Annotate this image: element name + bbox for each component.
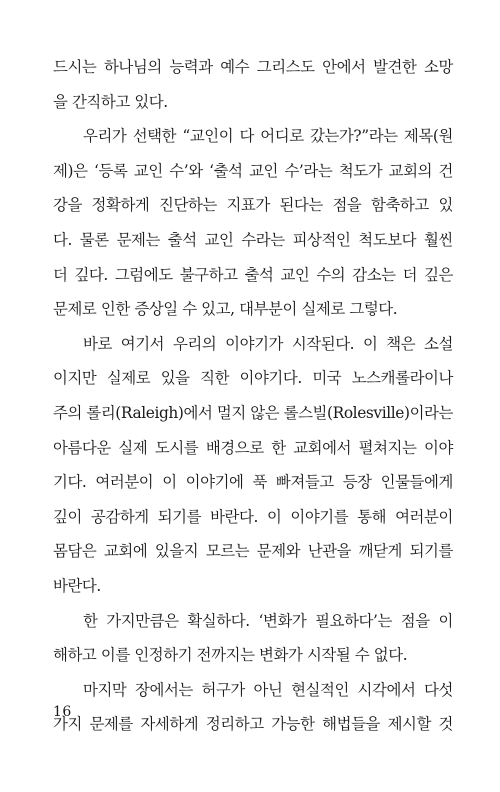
text-line: 한 가지만큼은 확실하다. ‘변화가 필요하다’는 점을 이 [83,611,453,630]
text-line: 다. 물론 문제는 출석 교인 수라는 피상적인 척도보다 훨씬 [53,230,453,249]
text-line: 해하고 이를 인정하기 전까지는 변화가 시작될 수 없다. [53,646,408,665]
text-line: 주의 롤리(Raleigh)에서 멀지 않은 롤스빌(Rolesville)이라는 [53,403,453,422]
text-line: 마지막 장에서는 허구가 아닌 현실적인 시각에서 다섯 [83,680,453,699]
text-line: 문제로 인한 증상일 수 있고, 대부분이 실제로 그렇다. [53,300,398,319]
text-line: 바로 여기서 우리의 이야기가 시작된다. 이 책은 소설 [83,334,453,353]
page-number: 16 [53,704,72,720]
body-text [53,50,453,742]
text-line: 가지 문제를 자세하게 정리하고 가능한 해법들을 제시할 것 [53,715,453,734]
text-line: 제)은 ‘등록 교인 수’와 ‘출석 교인 수’라는 척도가 교회의 건 [53,161,453,180]
text-line: 드시는 하나님의 능력과 예수 그리스도 안에서 발견한 소망 [53,58,453,76]
text-line: 강을 정확하게 진단하는 지표가 된다는 점을 함축하고 있 [53,196,453,215]
text-line: 바란다. [53,576,101,595]
text-line: 우리가 선택한 “교인이 다 어디로 갔는가?”라는 제목(원 [83,127,453,146]
text-line: 기다. 여러분이 이 이야기에 푹 빠져들고 등장 인물들에게 [53,473,453,492]
text-line: 을 간직하고 있다. [53,92,168,111]
text-line: 아름다운 실제 도시를 배경으로 한 교회에서 펼쳐지는 이야 [53,438,453,457]
text-line: 이지만 실제로 있을 직한 이야기다. 미국 노스캐롤라이나 [53,369,453,388]
text-line: 깊이 공감하게 되기를 바란다. 이 이야기를 통해 여러분이 [53,507,453,526]
text-line: 몸담은 교회에 있을지 모르는 문제와 난관을 깨닫게 되기를 [53,542,453,561]
text-line: 더 깊다. 그럼에도 불구하고 출석 교인 수의 감소는 더 깊은 [53,265,453,284]
